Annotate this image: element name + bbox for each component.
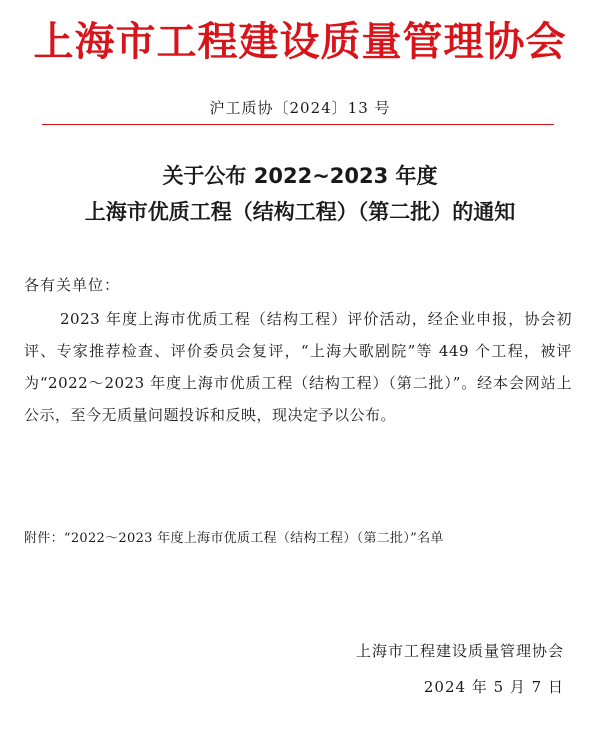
salutation: 各有关单位： [24,276,121,294]
organization-header: 上海市工程建设质量管理协会 [33,18,567,65]
title-line-1: 关于公布 2022~2023 年度 [162,164,438,188]
issuer-signature: 上海市工程建设质量管理协会 [355,642,564,660]
body-paragraph: 2023 年度上海市优质工程（结构工程）评价活动，经企业申报，协会初评、专家推荐检查、评价委员会复评，“上海大歌剧院”等 449 个工程，被评为“2022～2023 年度上海市优质工程（结构工程）（第二批）”。经本会网站上公示，至今无质量问题投诉和反映，现决定予以公布。 [24,310,572,424]
issue-date: 2024 年 5 月 7 日 [423,678,564,696]
red-divider-line [42,124,554,125]
title-line-2: 上海市优质工程（结构工程）（第二批）的通知 [84,200,516,224]
document-number: 沪工质协〔2024〕13 号 [209,99,391,117]
attachment-note: 附件：“2022～2023 年度上海市优质工程（结构工程）（第二批）”名单 [24,531,444,546]
notice-title [0,158,600,230]
